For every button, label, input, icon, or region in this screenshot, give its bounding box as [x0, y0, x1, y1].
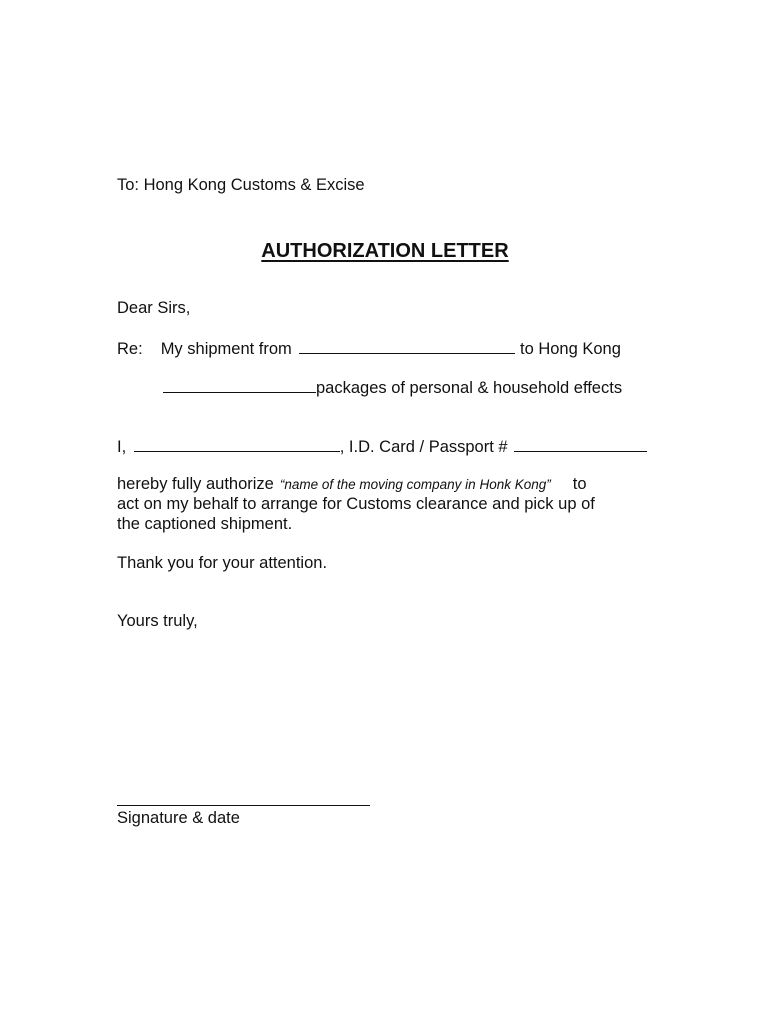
i-prefix: I,	[117, 438, 127, 456]
signature-blank-line	[117, 805, 370, 806]
re-label: Re:	[117, 340, 143, 358]
body-line-2: act on my behalf to arrange for Customs clearance and pick up of	[117, 495, 595, 513]
closing-line: Yours truly,	[117, 612, 198, 630]
body-line-3: the captioned shipment.	[117, 515, 293, 533]
re-from-text: My shipment from	[160, 340, 292, 358]
company-name-placeholder: “name of the moving company in Honk Kong”	[279, 477, 551, 492]
signature-label: Signature & date	[117, 809, 240, 827]
packages-line	[163, 377, 622, 398]
identity-line	[117, 436, 647, 457]
authorize-line	[117, 474, 587, 495]
re-to-text: to Hong Kong	[520, 340, 621, 358]
re-line	[117, 338, 621, 359]
letter-title: AUTHORIZATION LETTER	[261, 240, 509, 262]
authorize-prefix: hereby fully authorize	[117, 475, 274, 493]
id-number-blank-field	[514, 436, 647, 452]
id-text: , I.D. Card / Passport #	[339, 438, 508, 456]
authorize-to: to	[572, 475, 587, 493]
name-blank-field	[134, 436, 340, 452]
origin-blank-field	[299, 338, 515, 354]
salutation: Dear Sirs,	[117, 299, 191, 317]
recipient-line: To: Hong Kong Customs & Excise	[117, 176, 365, 194]
thanks-line: Thank you for your attention.	[117, 554, 328, 572]
packages-count-blank-field	[163, 377, 316, 393]
packages-text: packages of personal & household effects	[316, 379, 623, 397]
